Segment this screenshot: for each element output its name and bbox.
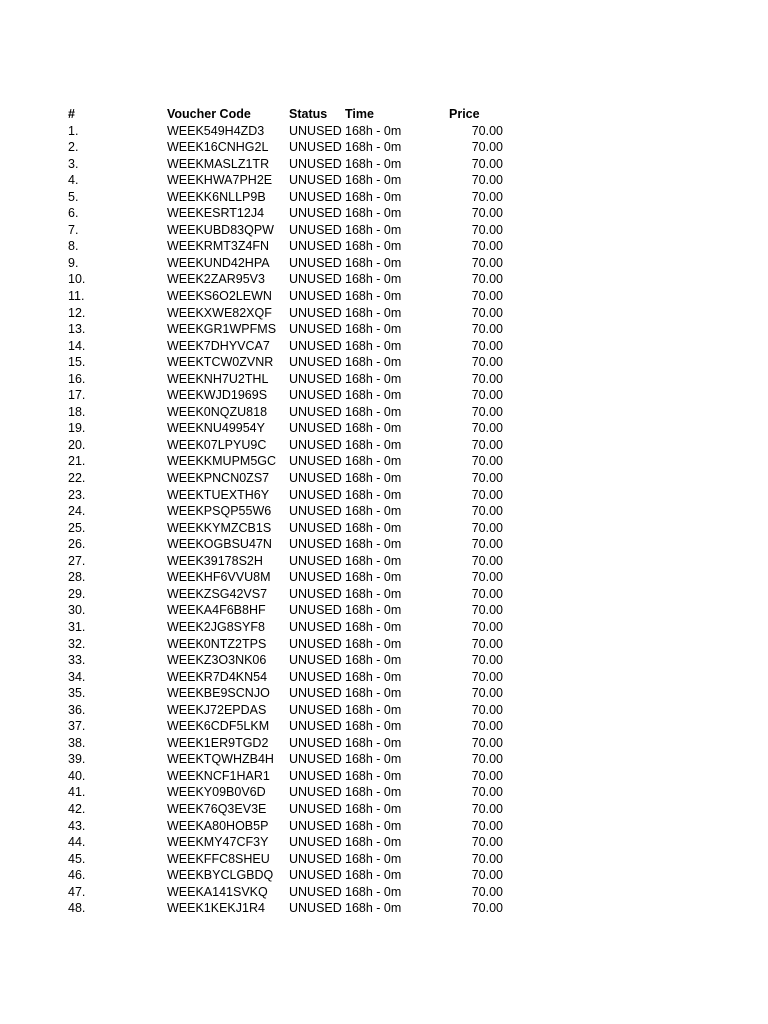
status-value: UNUSED [289,768,342,783]
time-value: 168h - 0m [345,537,402,552]
table-row [68,404,518,421]
voucher-code: WEEKGR1WPFMS [167,322,277,337]
time-value: 168h - 0m [345,255,402,270]
price-value: 70.00 [471,719,503,734]
price-value: 70.00 [471,884,503,899]
row-number: 3. [68,156,79,171]
status-value: UNUSED [289,719,342,734]
price-value: 70.00 [471,768,503,783]
table-row [68,288,518,305]
table-row [68,470,518,487]
row-number: 39. [68,752,86,767]
price-value: 70.00 [471,553,503,568]
status-value: UNUSED [289,752,342,767]
price-value: 70.00 [471,338,503,353]
time-value: 168h - 0m [345,123,402,138]
status-value: UNUSED [289,355,342,370]
row-number: 7. [68,222,79,237]
voucher-code: WEEKKYMZCB1S [167,520,272,535]
voucher-code: WEEKOGBSU47N [167,537,272,552]
time-value: 168h - 0m [345,553,402,568]
price-value: 70.00 [471,669,503,684]
status-value: UNUSED [289,206,342,221]
price-value: 70.00 [471,355,503,370]
table-body [68,123,518,917]
price-value: 70.00 [471,801,503,816]
price-value: 70.00 [471,189,503,204]
table-row [68,222,518,239]
table-row [68,172,518,189]
status-value: UNUSED [289,255,342,270]
price-value: 70.00 [471,173,503,188]
table-row [68,321,518,338]
row-number: 25. [68,520,86,535]
price-value: 70.00 [471,504,503,519]
time-value: 168h - 0m [345,487,402,502]
time-value: 168h - 0m [345,239,402,254]
time-value: 168h - 0m [345,884,402,899]
voucher-code: WEEKA80HOB5P [167,818,269,833]
status-value: UNUSED [289,289,342,304]
row-number: 20. [68,437,86,452]
row-number: 18. [68,404,86,419]
row-number: 36. [68,702,86,717]
voucher-code: WEEKS6O2LEWN [167,289,272,304]
voucher-code: WEEK1KEKJ1R4 [167,901,265,916]
voucher-code: WEEKPSQP55W6 [167,504,272,519]
voucher-code: WEEKNCF1HAR1 [167,768,270,783]
table-row [68,437,518,454]
voucher-code: WEEKA141SVKQ [167,884,268,899]
row-number: 45. [68,851,86,866]
status-value: UNUSED [289,239,342,254]
table-row [68,735,518,752]
header-price: Price [449,107,480,121]
header-status: Status [289,107,328,121]
voucher-code: WEEK16CNHG2L [167,140,269,155]
time-value: 168h - 0m [345,768,402,783]
row-number: 23. [68,487,86,502]
row-number: 15. [68,355,86,370]
voucher-table [68,106,518,917]
voucher-code: WEEKESRT12J4 [167,206,265,221]
price-value: 70.00 [471,123,503,138]
table-row [68,851,518,868]
table-row [68,636,518,653]
price-value: 70.00 [471,835,503,850]
row-number: 2. [68,140,79,155]
status-value: UNUSED [289,437,342,452]
time-value: 168h - 0m [345,669,402,684]
voucher-code: WEEKNU49954Y [167,421,265,436]
voucher-code: WEEK0NTZ2TPS [167,636,267,651]
status-value: UNUSED [289,140,342,155]
table-row [68,371,518,388]
price-value: 70.00 [471,206,503,221]
row-number: 32. [68,636,86,651]
price-value: 70.00 [471,636,503,651]
header-voucher-code: Voucher Code [167,107,251,121]
price-value: 70.00 [471,570,503,585]
row-number: 35. [68,686,86,701]
table-row [68,801,518,818]
time-value: 168h - 0m [345,222,402,237]
time-value: 168h - 0m [345,586,402,601]
price-value: 70.00 [471,305,503,320]
row-number: 26. [68,537,86,552]
status-value: UNUSED [289,686,342,701]
price-value: 70.00 [471,586,503,601]
voucher-code: WEEKZ3O3NK06 [167,653,267,668]
row-number: 13. [68,322,86,337]
time-value: 168h - 0m [345,901,402,916]
time-value: 168h - 0m [345,189,402,204]
status-value: UNUSED [289,603,342,618]
row-number: 16. [68,371,86,386]
time-value: 168h - 0m [345,305,402,320]
voucher-code: WEEKXWE82XQF [167,305,272,320]
status-value: UNUSED [289,553,342,568]
table-row [68,834,518,851]
time-value: 168h - 0m [345,289,402,304]
voucher-code: WEEKMASLZ1TR [167,156,270,171]
price-value: 70.00 [471,851,503,866]
voucher-code: WEEK39178S2H [167,553,263,568]
price-value: 70.00 [471,603,503,618]
price-value: 70.00 [471,371,503,386]
row-number: 29. [68,586,86,601]
price-value: 70.00 [471,421,503,436]
price-value: 70.00 [471,404,503,419]
status-value: UNUSED [289,222,342,237]
price-value: 70.00 [471,487,503,502]
status-value: UNUSED [289,272,342,287]
status-value: UNUSED [289,835,342,850]
status-value: UNUSED [289,404,342,419]
row-number: 21. [68,454,86,469]
table-row [68,255,518,272]
status-value: UNUSED [289,189,342,204]
row-number: 11. [68,289,85,304]
voucher-code: WEEKA4F6B8HF [167,603,266,618]
row-number: 41. [68,785,86,800]
status-value: UNUSED [289,785,342,800]
table-row [68,884,518,901]
table-row [68,586,518,603]
voucher-code: WEEKNH7U2THL [167,371,269,386]
status-value: UNUSED [289,173,342,188]
table-row [68,619,518,636]
time-value: 168h - 0m [345,520,402,535]
table-row [68,487,518,504]
voucher-code: WEEKWJD1969S [167,388,268,403]
status-value: UNUSED [289,537,342,552]
row-number: 17. [68,388,86,403]
time-value: 168h - 0m [345,851,402,866]
time-value: 168h - 0m [345,686,402,701]
table-row [68,569,518,586]
voucher-code: WEEK7DHYVCA7 [167,338,270,353]
status-value: UNUSED [289,636,342,651]
price-value: 70.00 [471,156,503,171]
table-row [68,420,518,437]
time-value: 168h - 0m [345,471,402,486]
status-value: UNUSED [289,504,342,519]
voucher-code: WEEKHF6VVU8M [167,570,271,585]
table-row [68,536,518,553]
table-row [68,123,518,140]
voucher-code: WEEKZSG42VS7 [167,586,268,601]
status-value: UNUSED [289,653,342,668]
status-value: UNUSED [289,669,342,684]
table-row [68,553,518,570]
status-value: UNUSED [289,851,342,866]
time-value: 168h - 0m [345,206,402,221]
voucher-code: WEEKTQWHZB4H [167,752,274,767]
voucher-code: WEEK2ZAR95V3 [167,272,265,287]
row-number: 5. [68,189,79,204]
time-value: 168h - 0m [345,835,402,850]
voucher-code: WEEKTUEXTH6Y [167,487,270,502]
status-value: UNUSED [289,586,342,601]
table-row [68,189,518,206]
price-value: 70.00 [471,702,503,717]
table-row [68,784,518,801]
row-number: 44. [68,835,86,850]
status-value: UNUSED [289,702,342,717]
price-value: 70.00 [471,785,503,800]
time-value: 168h - 0m [345,322,402,337]
status-value: UNUSED [289,371,342,386]
row-number: 42. [68,801,86,816]
time-value: 168h - 0m [345,404,402,419]
row-number: 28. [68,570,86,585]
time-value: 168h - 0m [345,868,402,883]
price-value: 70.00 [471,255,503,270]
time-value: 168h - 0m [345,785,402,800]
status-value: UNUSED [289,123,342,138]
voucher-code: WEEK549H4ZD3 [167,123,265,138]
status-value: UNUSED [289,305,342,320]
voucher-code: WEEK6CDF5LKM [167,719,270,734]
status-value: UNUSED [289,156,342,171]
row-number: 40. [68,768,86,783]
row-number: 38. [68,735,86,750]
time-value: 168h - 0m [345,156,402,171]
price-value: 70.00 [471,322,503,337]
voucher-code: WEEK2JG8SYF8 [167,619,265,634]
time-value: 168h - 0m [345,437,402,452]
row-number: 46. [68,868,86,883]
voucher-code: WEEKPNCN0ZS7 [167,471,270,486]
price-value: 70.00 [471,619,503,634]
price-value: 70.00 [471,272,503,287]
time-value: 168h - 0m [345,818,402,833]
table-row [68,900,518,917]
time-value: 168h - 0m [345,338,402,353]
status-value: UNUSED [289,338,342,353]
voucher-code: WEEK0NQZU818 [167,404,268,419]
table-row [68,669,518,686]
row-number: 48. [68,901,86,916]
time-value: 168h - 0m [345,355,402,370]
price-value: 70.00 [471,471,503,486]
time-value: 168h - 0m [345,719,402,734]
price-value: 70.00 [471,818,503,833]
time-value: 168h - 0m [345,272,402,287]
table-row [68,156,518,173]
voucher-code: WEEKJ72EPDAS [167,702,267,717]
price-value: 70.00 [471,520,503,535]
status-value: UNUSED [289,487,342,502]
table-row [68,271,518,288]
row-number: 10. [68,272,86,287]
time-value: 168h - 0m [345,173,402,188]
row-number: 6. [68,206,79,221]
table-row [68,387,518,404]
time-value: 168h - 0m [345,371,402,386]
table-row [68,768,518,785]
voucher-code: WEEKTCW0ZVNR [167,355,274,370]
voucher-code: WEEKK6NLLP9B [167,189,266,204]
table-row [68,652,518,669]
table-row [68,305,518,322]
row-number: 34. [68,669,86,684]
row-number: 8. [68,239,79,254]
status-value: UNUSED [289,388,342,403]
row-number: 14. [68,338,86,353]
status-value: UNUSED [289,818,342,833]
row-number: 9. [68,255,79,270]
table-row [68,338,518,355]
status-value: UNUSED [289,520,342,535]
price-value: 70.00 [471,537,503,552]
time-value: 168h - 0m [345,636,402,651]
time-value: 168h - 0m [345,702,402,717]
row-number: 31. [68,619,86,634]
time-value: 168h - 0m [345,140,402,155]
table-row [68,602,518,619]
table-row [68,205,518,222]
table-row [68,354,518,371]
status-value: UNUSED [289,322,342,337]
status-value: UNUSED [289,735,342,750]
status-value: UNUSED [289,454,342,469]
status-value: UNUSED [289,868,342,883]
price-value: 70.00 [471,222,503,237]
status-value: UNUSED [289,471,342,486]
price-value: 70.00 [471,454,503,469]
time-value: 168h - 0m [345,504,402,519]
price-value: 70.00 [471,686,503,701]
header-time: Time [345,107,374,121]
price-value: 70.00 [471,653,503,668]
voucher-code: WEEKKMUPM5GC [167,454,277,469]
voucher-code: WEEK76Q3EV3E [167,801,267,816]
voucher-code: WEEKUND42HPA [167,255,270,270]
status-value: UNUSED [289,801,342,816]
row-number: 1. [68,123,79,138]
table-row [68,139,518,156]
status-value: UNUSED [289,421,342,436]
time-value: 168h - 0m [345,801,402,816]
price-value: 70.00 [471,752,503,767]
price-value: 70.00 [471,289,503,304]
row-number: 24. [68,504,86,519]
time-value: 168h - 0m [345,388,402,403]
table-header-row [68,106,518,123]
voucher-code: WEEKR7D4KN54 [167,669,268,684]
table-row [68,818,518,835]
time-value: 168h - 0m [345,752,402,767]
table-row [68,685,518,702]
table-row [68,503,518,520]
row-number: 12. [68,305,86,320]
status-value: UNUSED [289,901,342,916]
time-value: 168h - 0m [345,570,402,585]
row-number: 33. [68,653,86,668]
voucher-code: WEEKHWA7PH2E [167,173,273,188]
table-row [68,751,518,768]
table-row [68,867,518,884]
voucher-code: WEEKBE9SCNJO [167,686,270,701]
row-number: 4. [68,173,79,188]
price-value: 70.00 [471,239,503,254]
row-number: 37. [68,719,86,734]
voucher-code: WEEKRMT3Z4FN [167,239,270,254]
voucher-code: WEEKMY47CF3Y [167,835,269,850]
status-value: UNUSED [289,884,342,899]
price-value: 70.00 [471,437,503,452]
voucher-code: WEEKUBD83QPW [167,222,274,237]
price-value: 70.00 [471,388,503,403]
time-value: 168h - 0m [345,421,402,436]
table-row [68,718,518,735]
status-value: UNUSED [289,619,342,634]
price-value: 70.00 [471,735,503,750]
price-value: 70.00 [471,868,503,883]
time-value: 168h - 0m [345,735,402,750]
row-number: 43. [68,818,86,833]
row-number: 22. [68,471,86,486]
time-value: 168h - 0m [345,603,402,618]
table-row [68,238,518,255]
row-number: 30. [68,603,86,618]
row-number: 27. [68,553,86,568]
table-row [68,702,518,719]
row-number: 19. [68,421,86,436]
voucher-code: WEEKBYCLGBDQ [167,868,274,883]
price-value: 70.00 [471,901,503,916]
table-row [68,453,518,470]
header-number: # [68,107,75,121]
voucher-code: WEEK1ER9TGD2 [167,735,269,750]
price-value: 70.00 [471,140,503,155]
status-value: UNUSED [289,570,342,585]
time-value: 168h - 0m [345,454,402,469]
time-value: 168h - 0m [345,653,402,668]
voucher-code: WEEKY09B0V6D [167,785,266,800]
table-row [68,520,518,537]
voucher-code: WEEK07LPYU9C [167,437,267,452]
voucher-code: WEEKFFC8SHEU [167,851,270,866]
row-number: 47. [68,884,86,899]
time-value: 168h - 0m [345,619,402,634]
